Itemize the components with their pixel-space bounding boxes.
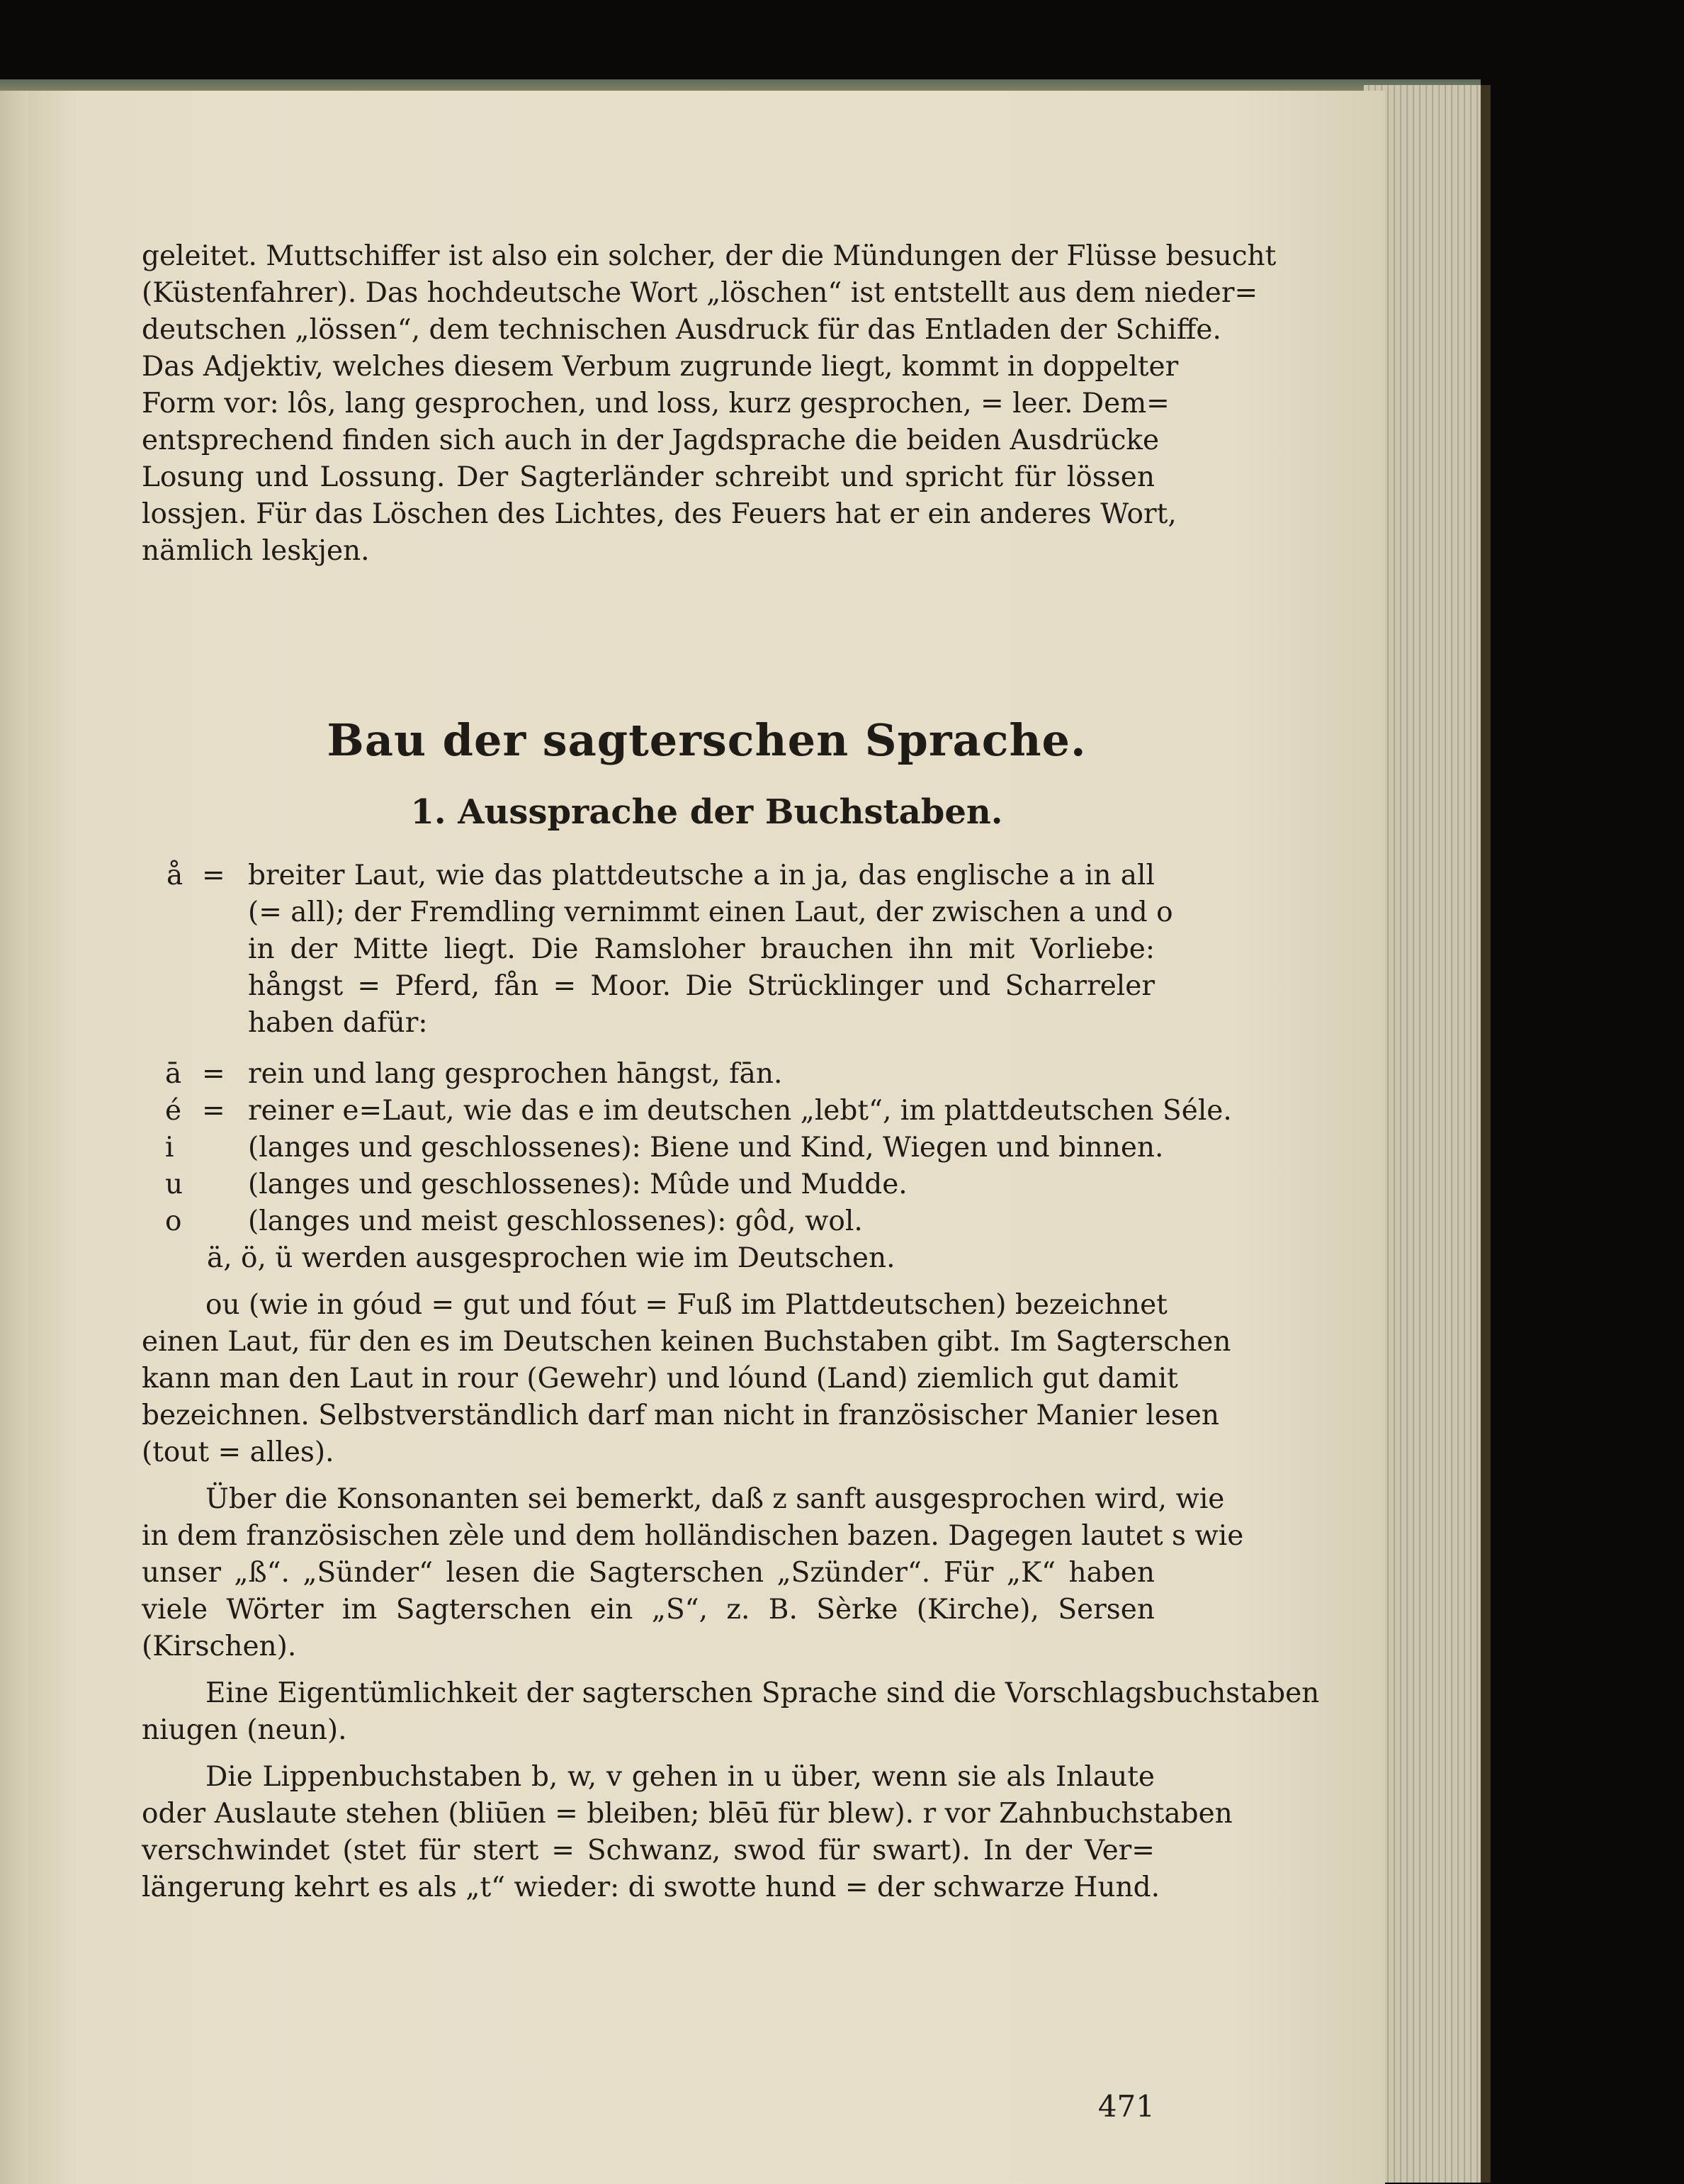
definition-line: breiter Laut, wie das plattdeutsche a in ja, das englische a in all: [248, 860, 1155, 891]
text-line: unser „ß“. „Sünder“ lesen die Sagterschen „Szünder“. Für „K“ haben: [142, 1557, 1155, 1589]
text-line: deutschen „lössen“, dem technischen Ausdruck für das Entladen der Schiffe.: [142, 314, 1221, 346]
text-line: (Küstenfahrer). Das hochdeutsche Wort „löschen“ ist entstellt aus dem nieder=: [142, 277, 1258, 309]
definition-line: hångst = Pferd, fån = Moor. Die Strücklinger und Scharreler: [248, 970, 1155, 1002]
text-line: Über die Konsonanten sei bemerkt, daß z sanft ausgesprochen wird, wie: [205, 1483, 1225, 1515]
text-line: entsprechend finden sich auch in der Jagdsprache die beiden Ausdrücke: [142, 424, 1160, 456]
text-line: Die Lippenbuchstaben b, w, v gehen in u über, wenn sie als Inlaute: [205, 1761, 1155, 1793]
text-line: ou (wie in góud = gut und fóut = Fuß im Plattdeutschen) bezeichnet: [205, 1289, 1168, 1321]
text-line: lossjen. Für das Löschen des Lichtes, des Feuers hat er ein anderes Wort,: [142, 498, 1177, 530]
text-line: niugen (neun).: [142, 1714, 347, 1746]
text-line: viele Wörter im Sagterschen ein „S“, z. B. Sèrke (Kirche), Sersen: [142, 1594, 1155, 1626]
text-line: nämlich leskjen.: [142, 535, 370, 567]
equals-sign: =: [202, 1058, 225, 1090]
text-line: kann man den Laut in rour (Gewehr) und lóund (Land) ziemlich gut damit: [142, 1363, 1178, 1395]
text-line: (Kirschen).: [142, 1631, 297, 1662]
book-page: [28, 91, 1385, 2184]
text-line: verschwindet (stet für stert = Schwanz, swod für swart). In der Ver=: [142, 1835, 1155, 1867]
equals-sign: =: [202, 860, 225, 891]
page-number: 471: [1097, 2089, 1155, 2124]
text-line: Form vor: lôs, lang gesprochen, und loss, kurz gesprochen, = leer. Dem=: [142, 388, 1170, 420]
text-line: Das Adjektiv, welches diesem Verbum zugrunde liegt, kommt in doppelter: [142, 351, 1179, 383]
text-line: (tout = alles).: [142, 1436, 334, 1468]
definition-line: rein und lang gesprochen hāngst, fān.: [248, 1058, 783, 1090]
letter-symbol: u: [165, 1169, 183, 1200]
text-line: Losung und Lossung. Der Sagterländer schreibt und spricht für lössen: [142, 461, 1155, 493]
equals-sign: =: [202, 1095, 225, 1127]
letter-symbol: i: [165, 1132, 174, 1164]
definition-line: (= all); der Fremdling vernimmt einen Laut, der zwischen a und o: [248, 896, 1173, 928]
definition-line: in der Mitte liegt. Die Ramsloher brauchen ihn mit Vorliebe:: [248, 933, 1155, 965]
definition-line: (langes und geschlossenes): Biene und Kind, Wiegen und binnen.: [248, 1132, 1164, 1164]
definition-line: (langes und meist geschlossenes): gôd, wol.: [248, 1205, 863, 1237]
definition-line: (langes und geschlossenes): Mûde und Mudde.: [248, 1169, 908, 1200]
subsection-heading: 1. Aussprache der Buchstaben.: [410, 792, 1003, 832]
letter-symbol: ā: [165, 1058, 182, 1090]
definition-line: reiner e=Laut, wie das e im deutschen „lebt“, im plattdeutschen Séle.: [248, 1095, 1232, 1127]
text-line: bezeichnen. Selbstverständlich darf man nicht in französischer Manier lesen: [142, 1400, 1219, 1431]
letter-symbol: é: [165, 1095, 182, 1127]
text-line: Eine Eigentümlichkeit der sagterschen Sprache sind die Vorschlagsbuchstaben: [205, 1677, 1320, 1709]
text-line: längerung kehrt es als „t“ wieder: di swotte hund = der schwarze Hund.: [142, 1871, 1160, 1903]
text-line: oder Auslaute stehen (bliūen = bleiben; blēū für blew). r vor Zahnbuchstaben: [142, 1798, 1233, 1830]
text-line: geleitet. Muttschiffer ist also ein solcher, der die Mündungen der Flüsse besucht: [142, 240, 1277, 272]
section-heading: Bau der sagterschen Sprache.: [327, 714, 1087, 766]
letter-symbol: o: [165, 1205, 182, 1237]
umlaut-line: ä, ö, ü werden ausgesprochen wie im Deutschen.: [207, 1242, 895, 1274]
definition-line: haben dafür:: [248, 1007, 428, 1039]
text-line: einen Laut, für den es im Deutschen keinen Buchstaben gibt. Im Sagterschen: [142, 1326, 1231, 1358]
text-line: in dem französischen zèle und dem holländischen bazen. Dagegen lautet s wie: [142, 1520, 1244, 1552]
letter-symbol: å: [166, 860, 183, 891]
